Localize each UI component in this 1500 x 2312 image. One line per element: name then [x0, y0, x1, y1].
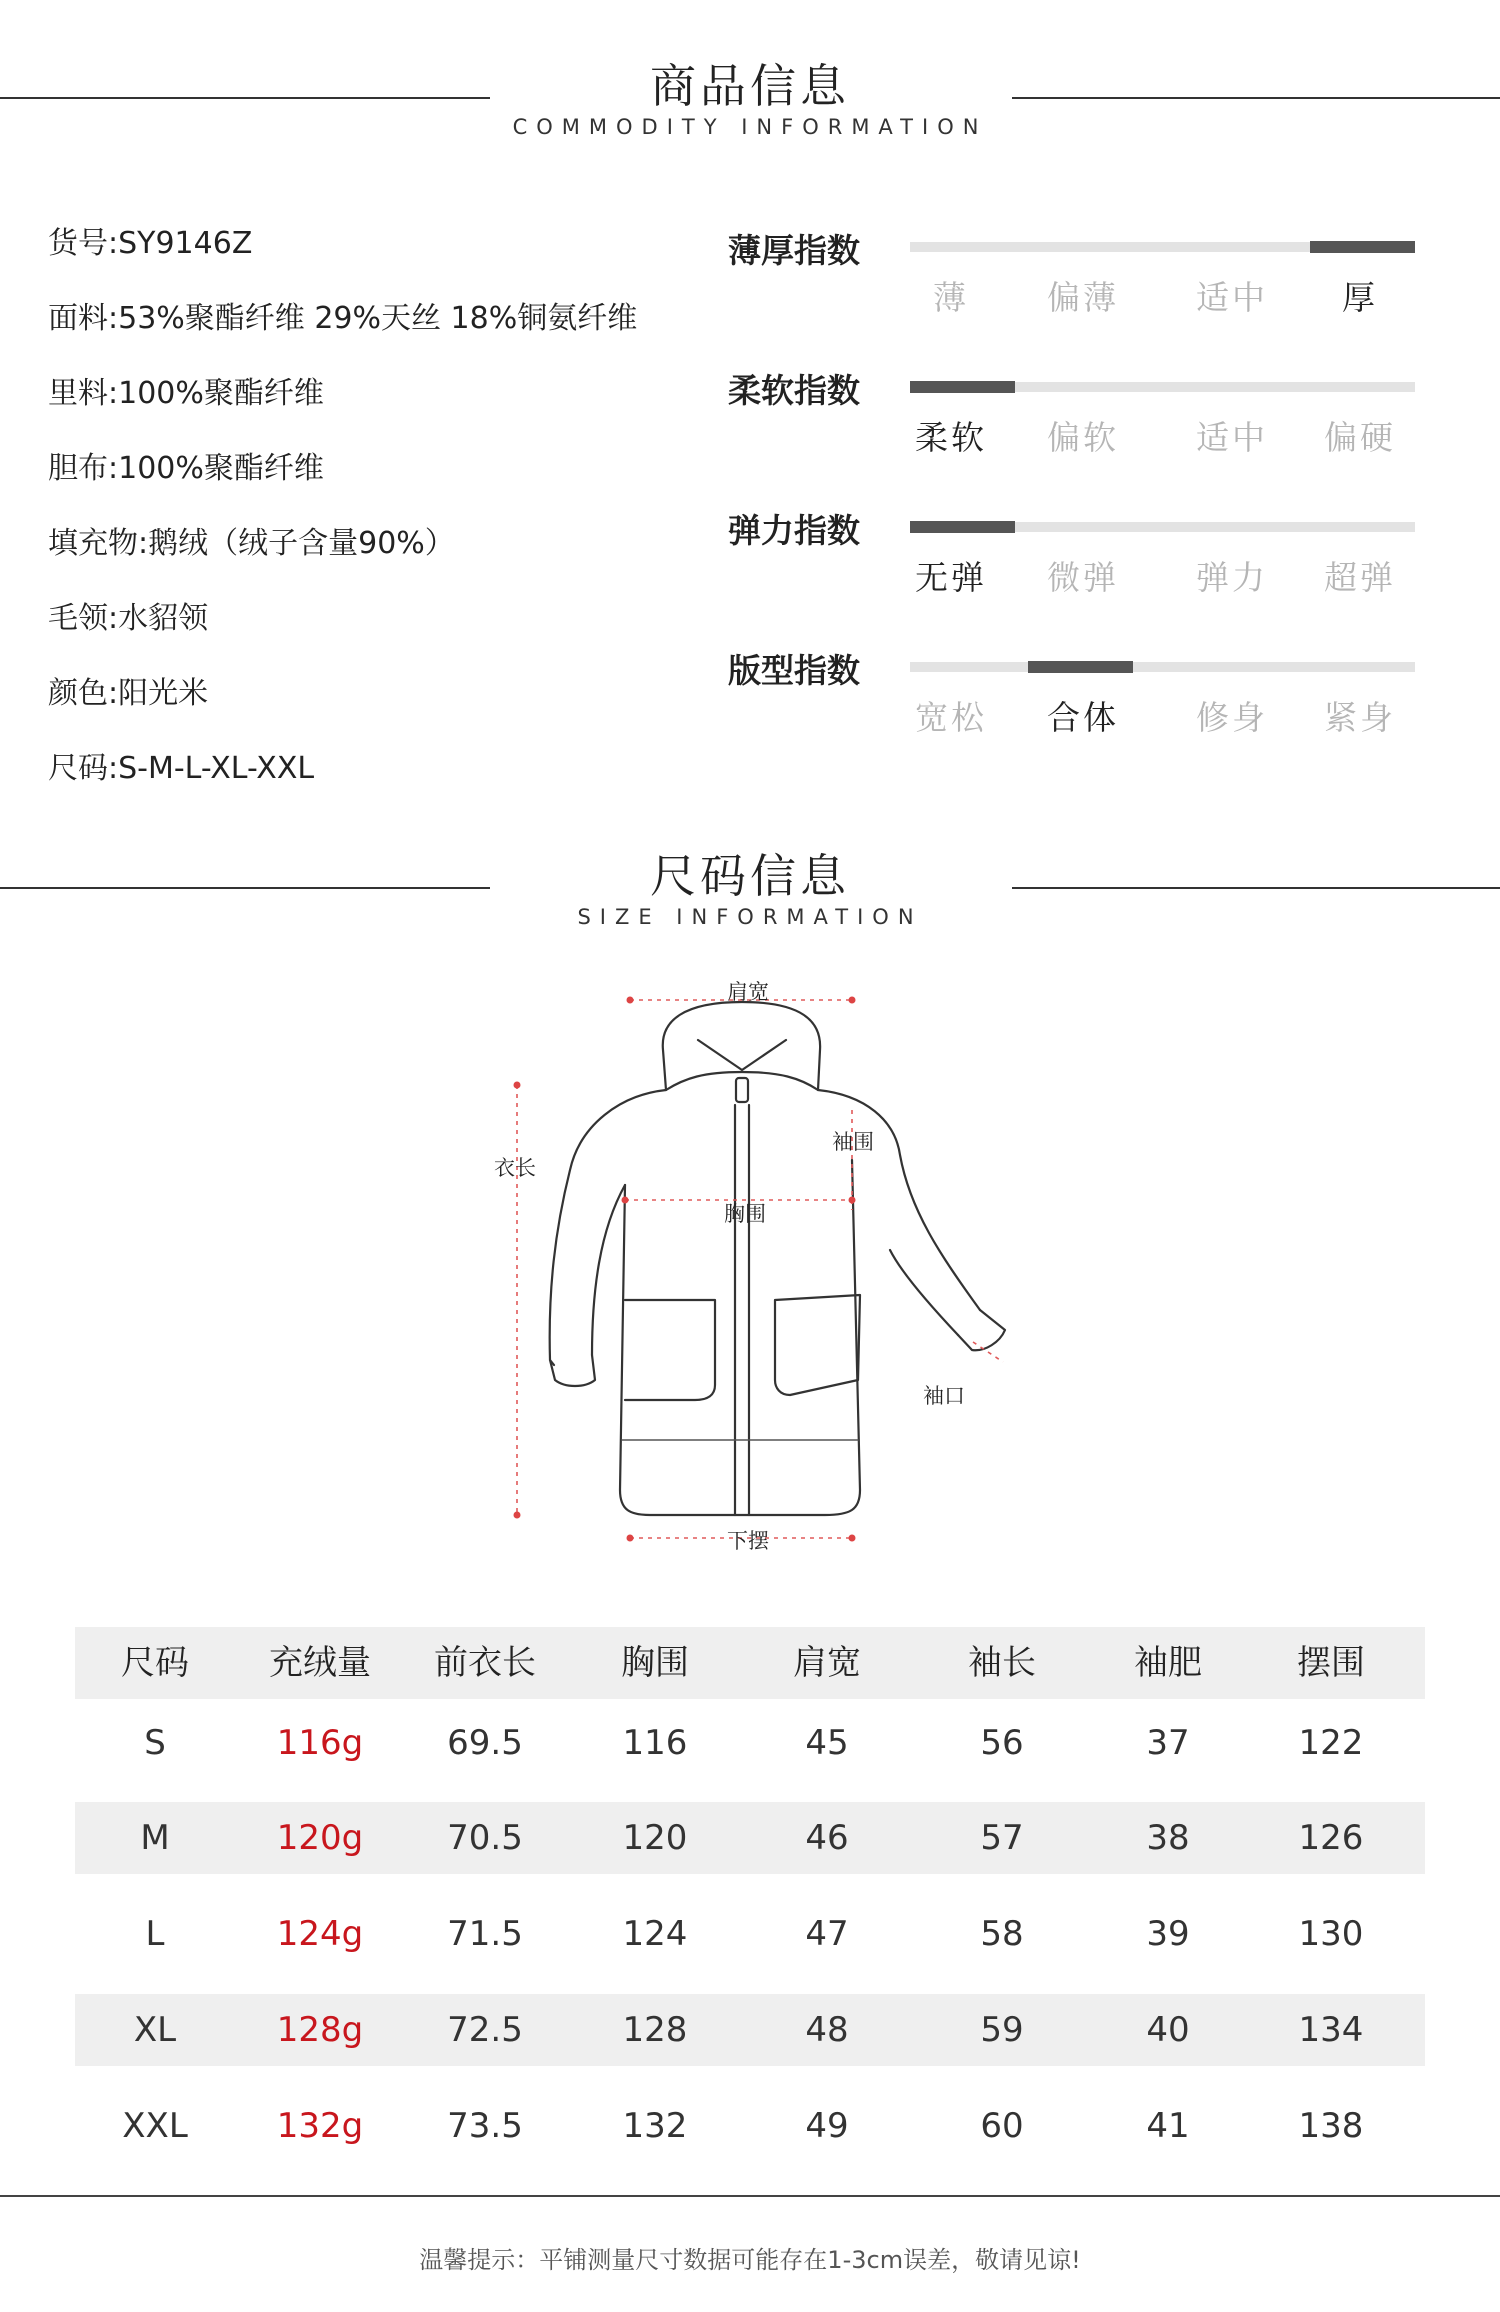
table-header-cell: 袖长 [968, 1643, 1036, 1683]
index-bar-track [910, 382, 1415, 392]
table-cell: 38 [1146, 1818, 1190, 1858]
index-option: 无弹 [915, 558, 987, 597]
table-cell: M [140, 1818, 170, 1858]
table-cell: 49 [805, 2106, 849, 2146]
table-cell: 48 [805, 2010, 849, 2050]
table-cell: 124g [276, 1914, 364, 1954]
table-row [75, 1802, 1425, 1874]
table-cell: 71.5 [447, 1914, 523, 1954]
label-chest: 胸围 [724, 1202, 766, 1226]
table-cell: 37 [1146, 1723, 1190, 1763]
index-bar-track [910, 522, 1415, 532]
table-cell: 132g [276, 2106, 364, 2146]
table-cell: 120 [622, 1818, 688, 1858]
table-row [75, 1994, 1425, 2066]
table-cell: 58 [980, 1914, 1024, 1954]
table-cell: 116g [276, 1723, 364, 1763]
table-header-cell: 充绒量 [269, 1643, 371, 1683]
label-cuff: 袖口 [923, 1384, 965, 1408]
size-title: 尺码信息 [650, 849, 850, 903]
table-cell: 130 [1298, 1914, 1364, 1954]
table-header-cell: 摆围 [1297, 1643, 1365, 1683]
label-shoulder: 肩宽 [727, 980, 769, 1004]
table-cell: 40 [1146, 2010, 1190, 2050]
spec-item: 尺码:S-M-L-XL-XXL [48, 751, 315, 786]
index-bar-marker [910, 521, 1015, 533]
index-label: 版型指数 [728, 651, 860, 690]
spec-item: 里料:100%聚酯纤维 [48, 376, 324, 411]
index-option: 宽松 [915, 698, 987, 737]
index-label: 弹力指数 [728, 511, 860, 550]
label-sleeve-width: 袖围 [832, 1130, 874, 1154]
index-option: 微弹 [1047, 558, 1119, 597]
index-option: 合体 [1047, 698, 1119, 737]
table-cell: 59 [980, 2010, 1024, 2050]
hood-outline [663, 1002, 820, 1090]
label-length: 衣长 [494, 1156, 536, 1180]
table-cell: 72.5 [447, 2010, 523, 2050]
spec-item: 毛领:水貂领 [48, 601, 209, 636]
spec-item: 颜色:阳光米 [48, 676, 209, 711]
spec-item: 填充物:鹅绒（绒子含量90%） [48, 526, 455, 561]
index-label: 薄厚指数 [728, 231, 860, 270]
table-cell: 128 [622, 2010, 688, 2050]
table-row [75, 1898, 1425, 1970]
table-cell: XXL [122, 2106, 188, 2146]
index-option: 偏软 [1047, 418, 1119, 457]
index-bar-marker [1310, 241, 1415, 253]
index-option: 柔软 [915, 418, 987, 457]
table-cell: S [144, 1723, 166, 1763]
index-bar-marker [1028, 661, 1133, 673]
table-cell: 138 [1298, 2106, 1364, 2146]
spec-item: 胆布:100%聚酯纤维 [48, 451, 324, 486]
table-cell: 56 [980, 1723, 1024, 1763]
index-bar-marker [910, 381, 1015, 393]
measurement-note: 温馨提示：平铺测量尺寸数据可能存在1-3cm误差，敬请见谅! [419, 2246, 1081, 2274]
label-hem: 下摆 [727, 1529, 769, 1553]
table-cell: 116 [622, 1723, 688, 1763]
table-cell: 70.5 [447, 1818, 523, 1858]
table-row [75, 1707, 1425, 1779]
index-option: 修身 [1196, 698, 1268, 737]
table-cell: 69.5 [447, 1723, 523, 1763]
commodity-subtitle: COMMODITY INFORMATION [512, 115, 988, 139]
index-option: 偏薄 [1047, 278, 1119, 317]
bottom-rule [0, 2195, 1500, 2197]
table-cell: 47 [805, 1914, 849, 1954]
index-option: 厚 [1342, 278, 1378, 317]
table-cell: 46 [805, 1818, 849, 1858]
table-cell: 39 [1146, 1914, 1190, 1954]
commodity-title: 商品信息 [650, 59, 850, 113]
table-header-cell: 前衣长 [434, 1643, 536, 1683]
table-header-cell: 肩宽 [793, 1643, 861, 1683]
table-header-cell: 袖肥 [1134, 1643, 1202, 1683]
table-cell: 128g [276, 2010, 364, 2050]
table-cell: L [145, 1914, 165, 1954]
index-label: 柔软指数 [728, 371, 860, 410]
index-option: 适中 [1196, 418, 1268, 457]
index-option: 偏硬 [1324, 418, 1396, 457]
index-bar-track [910, 242, 1415, 252]
spec-item: 面料:53%聚酯纤维 29%天丝 18%铜氨纤维 [48, 301, 638, 336]
table-cell: 41 [1146, 2106, 1190, 2146]
index-option: 超弹 [1324, 558, 1396, 597]
size-subtitle: SIZE INFORMATION [577, 905, 923, 929]
table-header-cell: 胸围 [621, 1643, 689, 1683]
table-row [75, 2090, 1425, 2162]
table-header-cell: 尺码 [121, 1643, 189, 1683]
index-bar-track [910, 662, 1415, 672]
table-cell: 73.5 [447, 2106, 523, 2146]
table-cell: 45 [805, 1723, 849, 1763]
table-cell: 120g [276, 1818, 364, 1858]
table-cell: 132 [622, 2106, 688, 2146]
index-option: 弹力 [1196, 558, 1268, 597]
index-option: 紧身 [1324, 698, 1396, 737]
table-cell: 57 [980, 1818, 1024, 1858]
index-option: 适中 [1196, 278, 1268, 317]
table-cell: 122 [1298, 1723, 1364, 1763]
index-option: 薄 [933, 278, 969, 317]
table-cell: 60 [980, 2106, 1024, 2146]
coat-measurement-diagram [480, 970, 1040, 1560]
table-header-row [75, 1627, 1425, 1699]
table-cell: 134 [1298, 2010, 1364, 2050]
table-cell: 126 [1298, 1818, 1364, 1858]
table-cell: XL [133, 2010, 177, 2050]
spec-item: 货号:SY9146Z [48, 226, 253, 261]
table-cell: 124 [622, 1914, 688, 1954]
